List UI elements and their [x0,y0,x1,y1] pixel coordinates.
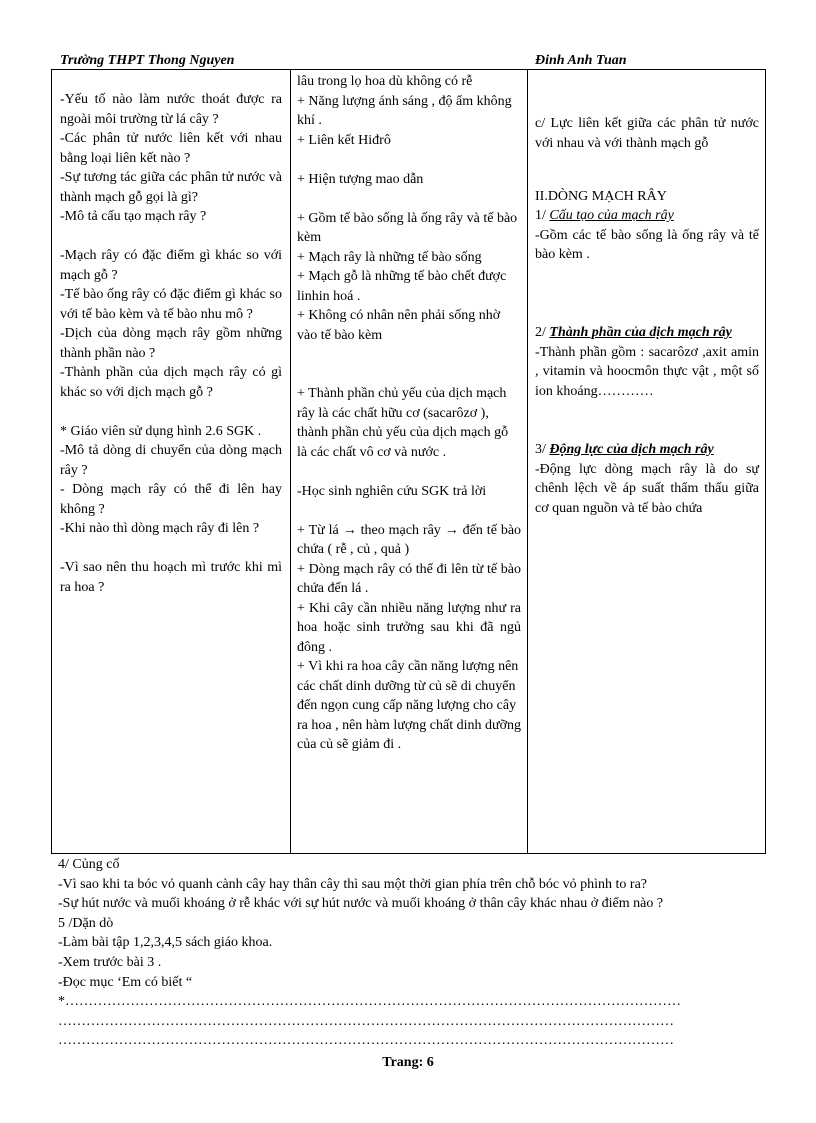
question: -Tế bào ống rây có đặc điểm gì khác so với tế bào kèm và tế bào nhu mô ? [60,287,282,322]
answer: + Năng lượng ánh sáng , độ ẩm không khí . [297,93,512,128]
answer: + Thành phần chủ yếu của dịch mạch rây là các chất hữu cơ (sacarôzơ ), thành phần chủ yếu của dịch mạch gỗ là các chất vô cơ và nước . [297,386,509,460]
teacher-note: * Giáo viên sử dụng hình 2.6 SGK . [60,423,262,439]
question: -Mô tả cấu tạo mạch rây ? [60,209,207,224]
column-divider [290,70,291,853]
notes-line: …………………………………………………………………………………………………………………… [58,1033,674,1049]
homework-item: -Làm bài tập 1,2,3,4,5 sách giáo khoa. [58,935,273,951]
content: -Động lực dòng mạch rây là do sự chênh lệch về áp suất thẩm thấu giữa cơ quan nguồn và tế bào chứa [535,461,759,516]
question: -Sự tương tác giữa các phân tử nước và thành mạch gỗ gọi là gì? [60,170,282,205]
homework-item: -Xem trước bài 3 . [58,954,162,970]
answer: + Liên kết Hiđrô [297,132,391,148]
subsection-heading: 1/ Cấu tạo của mạch rây [535,208,674,223]
arrow-right-icon: → [444,522,459,538]
answer: + Gồm tế bào sống là ống rây và tế bào kèm [297,210,518,245]
answer: + Vì khi ra hoa cây cần năng lượng nên các chất dinh dưỡng từ củ sẽ di chuyển đến ngọn cung cấp năng lượng cho cây ra hoa , nên hàm lượng chất dinh dưỡng của củ sẽ giảm đi . [297,659,521,752]
notes-line: *…………………………………………………………………………………………………………………… [58,994,681,1010]
notes-line: …………………………………………………………………………………………………………………… [58,1013,674,1029]
consolidation-section [58,855,768,1051]
homework-heading: 5 /Dặn dò [58,915,114,931]
question: -Vì sao nên thu hoạch mì trước khi mì ra hoa ? [60,560,282,595]
answer: + Hiện tượng mao dẫn [297,171,424,187]
question: -Thành phần của dịch mạch rây có gì khác so với dịch mạch gỗ ? [60,365,282,400]
column-divider [527,70,528,853]
consolidation-question: -Sự hút nước và muối khoáng ở rễ khác với sự hút nước và muối khoáng ở thân cây khác nhau ở điểm nào ? [58,896,664,912]
question: -Dịch của dòng mạch rây gồm những thành phần nào ? [60,326,282,361]
answer-part: theo mạch rây [360,522,441,538]
homework-item: -Đọc mục ‘Em có biết “ [58,974,193,990]
question: -Mô tả dòng di chuyển của dòng mạch rây ? [60,443,282,478]
question: -Mạch rây có đặc điểm gì khác so với mạch gỗ ? [60,248,282,283]
answer: lâu trong lọ hoa dù không có rễ [297,74,473,89]
question: - Dòng mạch rây có thể đi lên hay không ? [60,482,282,517]
answer: + Mạch rây là những tế bào sống [297,249,482,265]
answer: + Khi cây cần nhiều năng lượng như ra hoa hoặc sinh trưởng sau khi đã ngủ đông . [297,600,521,655]
arrow-right-icon: → [342,522,357,538]
student-activity-column [297,72,521,755]
answer-part: đến tế bào chứa ( rễ , củ , quả ) [297,522,522,557]
header-author: Đinh Anh Tuan [535,53,627,68]
consolidation-heading: 4/ Củng cố [58,857,120,872]
answer [297,521,521,560]
subsection-heading: 3/ Động lực của dịch mạch rây [535,442,714,457]
subsection-heading: 2/ Thành phần của dịch mạch rây [535,325,732,340]
section-heading: II.DÒNG MẠCH RÂY [535,188,667,204]
answer-part: + Từ lá [297,522,339,538]
answer: -Học sinh nghiên cứu SGK trả lời [297,483,487,499]
content: -Thành phần gồm : sacarôzơ ,axit amin , vitamin và hoocmôn thực vật , một số ion khoáng………… [535,344,759,399]
header-school: Trường THPT Thong Nguyen [60,53,235,68]
consolidation-question: -Vì sao khi ta bóc vỏ quanh cành cây hay thân cây thì sau một thời gian phía trên chỗ bóc vỏ phình to ra? [58,876,648,892]
lesson-table [51,70,766,854]
question: -Yếu tố nào làm nước thoát được ra ngoài môi trường từ lá cây ? [60,92,282,127]
answer: + Mạch gỗ là những tế bào chết được linhin hoá . [297,269,507,304]
content: -Gồm các tế bào sống là ống rây và tế bào kèm . [535,227,759,262]
content: c/ Lực liên kết giữa các phân tử nước với nhau và với thành mạch gỗ [535,116,759,151]
teacher-activity-column [60,90,282,597]
question: -Các phân tử nước liên kết với nhau bằng loại liên kết nào ? [60,131,282,166]
page-number: Trang: 6 [382,1055,434,1070]
answer: + Dòng mạch rây có thể đi lên từ tế bào chứa đến lá . [297,561,521,596]
lesson-content-column [535,114,759,518]
answer: + Không có nhân nên phải sống nhờ vào tế bào kèm [297,308,501,343]
question: -Khi nào thì dòng mạch rây đi lên ? [60,521,260,536]
